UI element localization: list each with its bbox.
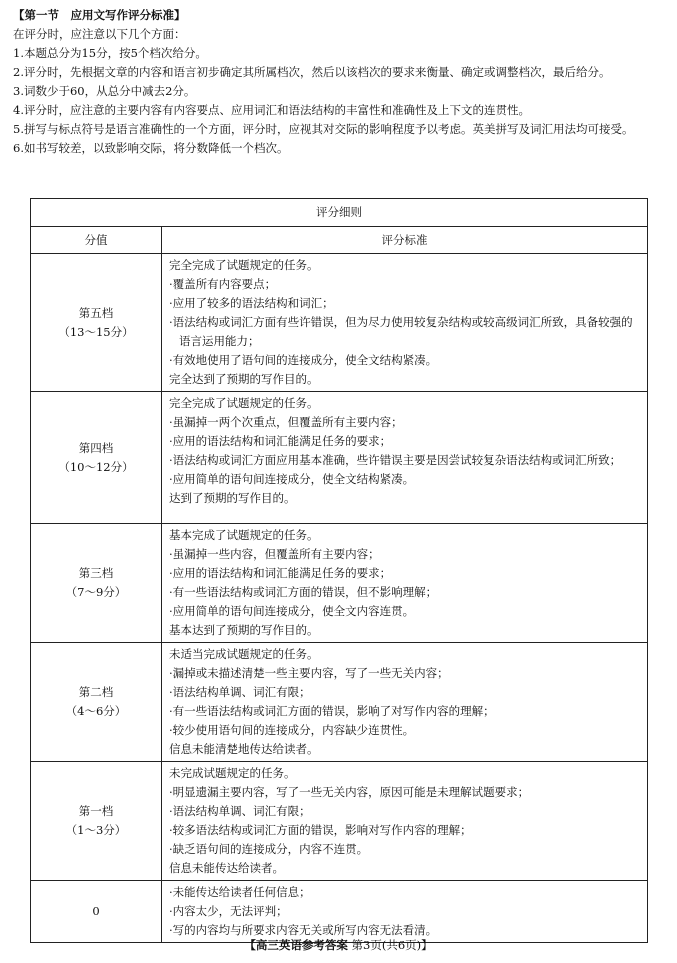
grade-range: （10～12分） [58, 459, 134, 474]
criteria-bullet: ·虽漏掉一两个次重点，但覆盖所有主要内容； [169, 415, 403, 429]
grade-cell [31, 254, 162, 392]
grade-label: 第一档 [78, 804, 114, 818]
rule-item: 3.词数少于60，从总分中减去2分。 [13, 84, 196, 98]
criteria-bullet: ·虽漏掉一些内容，但覆盖所有主要内容； [169, 547, 380, 561]
grade-label: 第四档 [78, 440, 114, 455]
criteria-bullet: ·应用的语法结构和词汇能满足任务的要求； [169, 434, 392, 448]
criteria-lead: 基本完成了试题规定的任务。 [169, 528, 319, 542]
rule-item: 5.拼写与标点符号是语言准确性的一个方面，评分时，应视其对交际的影响程度予以考虑。英美拼写及词汇用法均可接受。 [13, 122, 634, 136]
table-row [31, 643, 648, 762]
criteria-tail: 信息未能清楚地传达给读者。 [169, 742, 319, 756]
grade-label: 第五档 [78, 305, 114, 320]
table-row [31, 392, 648, 524]
criteria-tail: 基本达到了预期的写作目的。 [169, 623, 319, 637]
column-header-score: 分值 [31, 227, 162, 254]
rule-item: 6.如书写较差，以致影响交际，将分数降低一个档次。 [13, 141, 289, 155]
criteria-lead: 未完成试题规定的任务。 [169, 766, 296, 780]
criteria-lead: 未适当完成试题规定的任务。 [169, 647, 319, 661]
criteria-bullet: ·应用的语法结构和词汇能满足任务的要求； [169, 566, 392, 580]
criteria-bullet: ·语法结构单调、词汇有限； [169, 804, 311, 818]
grade-range: （7～9分） [65, 585, 127, 599]
criteria-bullet: ·应用简单的语句间连接成分，使全文结构紧凑。 [169, 472, 415, 486]
criteria-bullet: ·较少使用语句间的连接成分，内容缺少连贯性。 [169, 723, 415, 737]
section-heading: 【第一节 应用文写作评分标准】 [13, 8, 186, 22]
rule-list [13, 44, 665, 158]
criteria-cell [162, 643, 648, 762]
criteria-cell [162, 881, 648, 943]
footer-title: 【高三英语参考答案 [244, 938, 348, 952]
page-footer [0, 936, 677, 955]
criteria-tail: 达到了预期的写作目的。 [169, 491, 296, 505]
criteria-cell [162, 524, 648, 643]
criteria-bullet: ·语法结构单调、词汇有限； [169, 685, 311, 699]
criteria-lead: 完全完成了试题规定的任务。 [169, 396, 319, 410]
table-row [31, 254, 648, 392]
criteria-bullet: ·未能传达给读者任何信息； [169, 885, 311, 899]
scoring-rubric-table [30, 198, 648, 943]
criteria-bullet: ·语法结构或词汇方面应用基本准确，些许错误主要是因尝试较复杂语法结构或词汇所致； [169, 453, 622, 467]
grade-label: 第二档 [78, 685, 114, 699]
rule-item: 1.本题总分为15分，按5个档次给分。 [13, 46, 207, 60]
table-row [31, 881, 648, 943]
table-title: 评分细则 [31, 199, 648, 227]
criteria-bullet: ·明显遗漏主要内容，写了一些无关内容，原因可能是未理解试题要求； [169, 785, 530, 799]
grade-range: （1～3分） [65, 823, 127, 837]
grade-range: （13～15分） [58, 324, 134, 339]
criteria-bullet: ·漏掉或未描述清楚一些主要内容，写了一些无关内容； [169, 666, 449, 680]
criteria-bullet: ·有效地使用了语句间的连接成分，使全文结构紧凑。 [169, 353, 438, 367]
criteria-bullet: ·语法结构或词汇方面有些许错误，但为尽力使用较复杂结构或较高级词汇所致，具备较强的语言运用能力； [169, 315, 633, 348]
criteria-cell [162, 762, 648, 881]
grade-cell [31, 643, 162, 762]
grade-range: （4～6分） [65, 704, 127, 718]
criteria-bullet: ·缺乏语句间的连接成分，内容不连贯。 [169, 842, 369, 856]
scoring-instructions [13, 6, 665, 158]
footer-page-info: 第3页(共6页)】 [351, 938, 433, 952]
column-header-criteria: 评分标准 [162, 227, 648, 254]
criteria-bullet: ·写的内容均与所要求内容无关或所写内容无法看清。 [169, 923, 438, 937]
grade-cell [31, 762, 162, 881]
criteria-bullet: ·有一些语法结构或词汇方面的错误，影响了对写作内容的理解； [169, 704, 495, 718]
criteria-tail: 完全达到了预期的写作目的。 [169, 372, 319, 386]
criteria-bullet: ·覆盖所有内容要点； [169, 277, 277, 291]
criteria-tail: 信息未能传达给读者。 [169, 861, 284, 875]
criteria-bullet: ·较多语法结构或词汇方面的错误，影响对写作内容的理解； [169, 823, 472, 837]
criteria-bullet: ·应用简单的语句间连接成分，使全文内容连贯。 [169, 604, 415, 618]
table-row [31, 762, 648, 881]
rule-item: 2.评分时，先根据文章的内容和语言初步确定其所属档次，然后以该档次的要求来衡量、确定或调整档次，最后给分。 [13, 65, 611, 79]
criteria-lead: 完全完成了试题规定的任务。 [169, 258, 319, 272]
criteria-bullet: ·应用了较多的语法结构和词汇； [169, 296, 334, 310]
grade-cell [31, 881, 162, 943]
criteria-cell [162, 254, 648, 392]
table-row [31, 524, 648, 643]
criteria-cell [162, 392, 648, 524]
grade-label: 第三档 [78, 566, 114, 580]
grade-cell [31, 524, 162, 643]
rule-item: 4.评分时，应注意的主要内容有内容要点、应用词汇和语法结构的丰富性和准确性及上下文的连贯性。 [13, 103, 530, 117]
criteria-bullet: ·有一些语法结构或词汇方面的错误，但不影响理解； [169, 585, 438, 599]
intro-text: 在评分时，应注意以下几个方面： [13, 27, 186, 41]
criteria-bullet: ·内容太少，无法评判； [169, 904, 288, 918]
grade-label: 0 [92, 904, 100, 918]
grade-cell [31, 392, 162, 524]
